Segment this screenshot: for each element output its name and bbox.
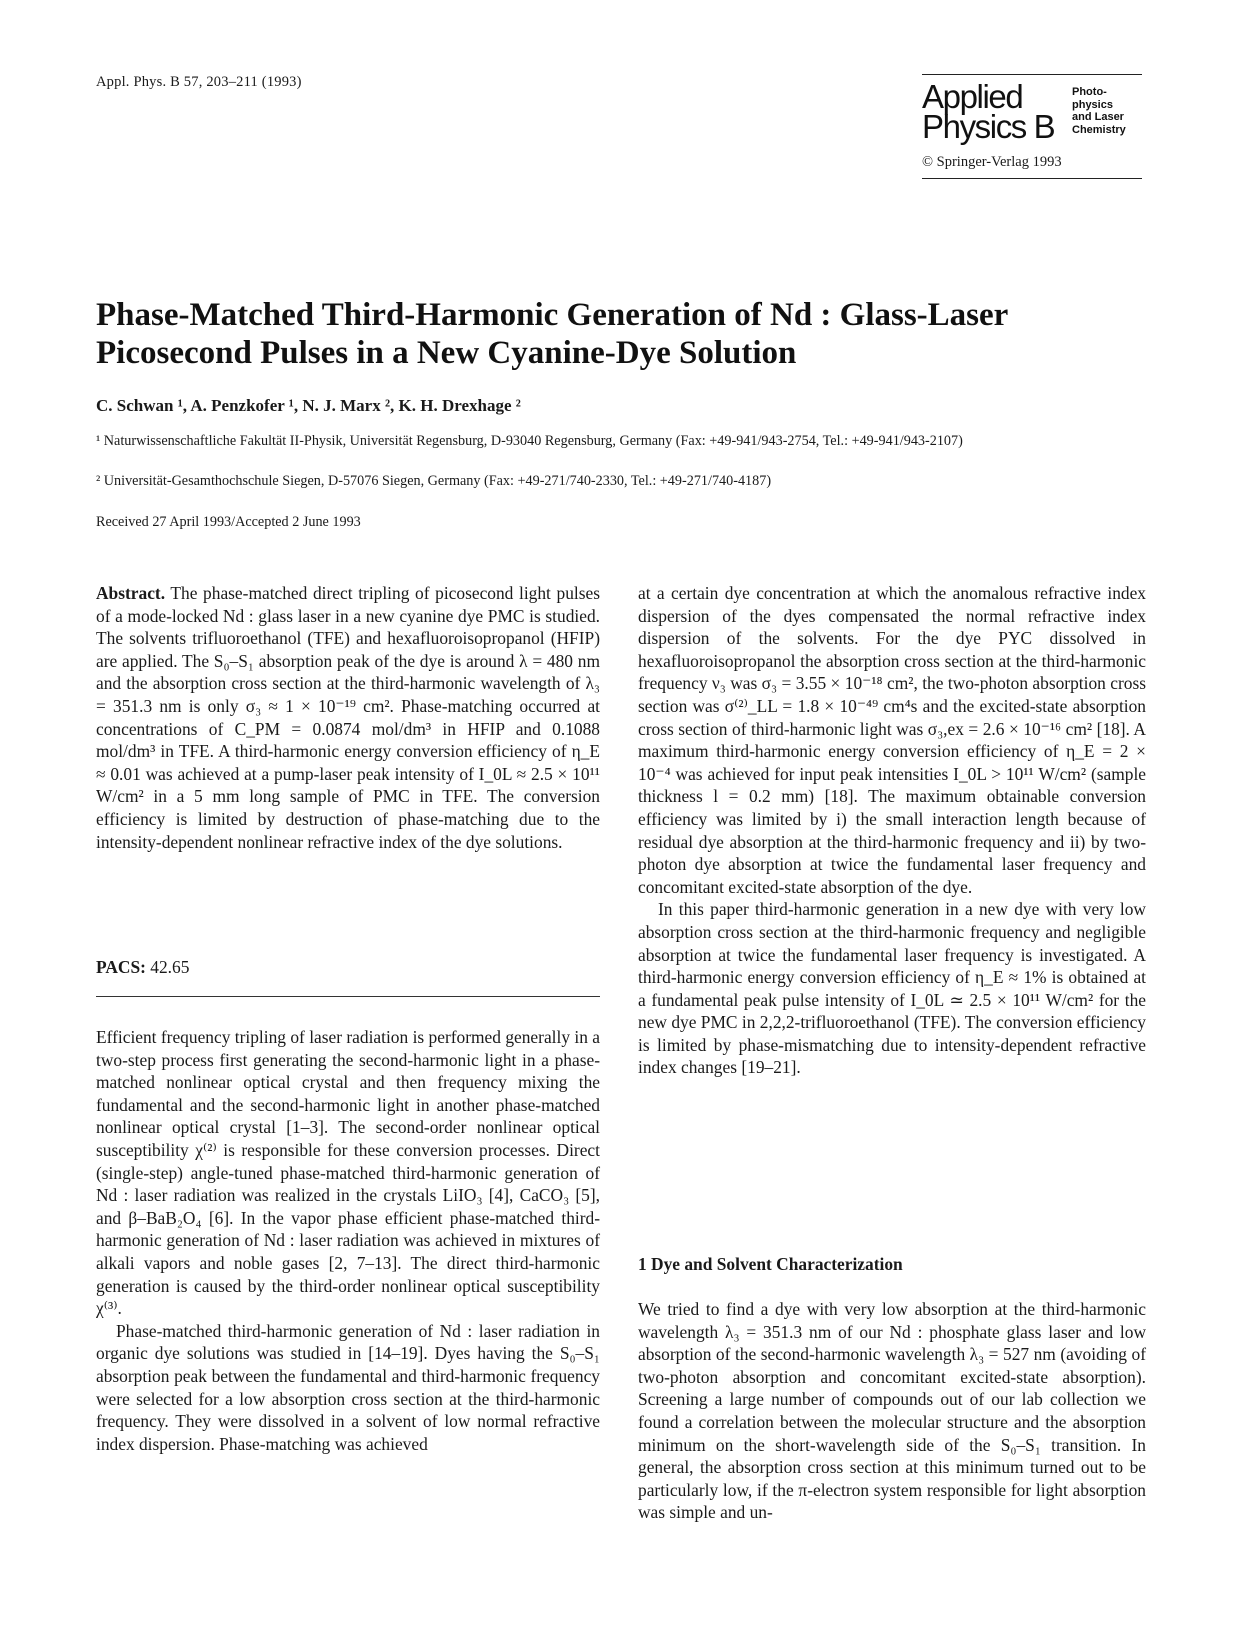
- title-line-1: Phase-Matched Third-Harmonic Generation of Nd : Glass-Laser: [96, 297, 1009, 333]
- abstract-divider: [96, 996, 600, 997]
- affiliation-1: ¹ Naturwissenschaftliche Fakultät II-Physik, Universität Regensburg, D-93040 Regensburg, Germany (Fax: +49-941/943-2754, Tel.: +49-941/943-2107): [96, 433, 963, 449]
- journal-sub-1: Photo-: [1072, 86, 1107, 98]
- title-line-2: Picosecond Pulses in a New Cyanine-Dye Solution: [96, 335, 797, 371]
- pacs-value: 42.65: [150, 957, 190, 977]
- section-1-body: [638, 1298, 1146, 1524]
- journal-sub-3: and Laser: [1072, 111, 1124, 123]
- journal-name-line2: Physics B: [922, 108, 1055, 145]
- authors: C. Schwan ¹, A. Penzkofer ¹, N. J. Marx ², K. H. Drexhage ²: [96, 396, 521, 415]
- journal-name: [922, 78, 1055, 145]
- copyright: © Springer-Verlag 1993: [922, 154, 1062, 170]
- journal-subtitle: [1072, 86, 1126, 136]
- right-paragraph-1: at a certain dye concentration at which the anomalous refractive index dispersion of the dyes compensated the normal refractive index dispersion of the solvents. For the dye PYC dissolved in hexafluoroisopropanol the absorption cross section at the third-harmonic frequency ν₃ was σ₃ = 3.55 × 10⁻¹⁸ cm², the two-photon absorption cross section was σ⁽²⁾_LL = 1.8 × 10⁻⁴⁹ cm⁴s and the excited-state absorption cross section of third-harmonic light was σ₃,ex = 2.6 × 10⁻¹⁶ cm² [18]. A maximum third-harmonic energy conversion efficiency of η_E = 2 × 10⁻⁴ was achieved for input peak intensities I_0L > 10¹¹ W/cm² (sample thickness l = 0.2 mm) [18]. The maximum obtainable conversion efficiency was limited by i) the small interaction length because of residual dye absorption at the third-harmonic frequency and ii) by two-photon dye absorption at twice the fundamental laser frequency and concomitant excited-state absorption of the dye.: [638, 583, 1146, 897]
- abstract: [96, 582, 600, 853]
- intro-body: [96, 1026, 600, 1455]
- logo-rule-top: [922, 74, 1142, 75]
- journal-sub-4: Chemistry: [1072, 123, 1126, 136]
- section-1-paragraph-1: We tried to find a dye with very low absorption at the third-harmonic wavelength λ₃ = 351.3 nm of our Nd : phosphate glass laser and low absorption of the second-harmonic wavelength λ₃ = 527 nm (avoiding of two-photon absorption and concomitant excited-state absorption). Screening a large number of compounds out of our lab collection we found a correlation between the molecular structure and the absorption minimum on the short-wavelength side of the S₀–S₁ transition. In general, the absorption cross section at this minimum turned out to be particularly low, if the π-electron system responsible for light absorption was simple and un-: [638, 1299, 1146, 1523]
- journal-name-line1: Applied: [922, 78, 1023, 115]
- right-body-top: [638, 582, 1146, 1079]
- intro-paragraph-2: Phase-matched third-harmonic generation of Nd : laser radiation in organic dye solutions was studied in [14–19]. Dyes having the S₀–S₁ absorption peak between the fundamental and third-harmonic frequency were selected for a low absorption cross section at the third-harmonic frequency. They were dissolved in a solvent of low normal refractive index dispersion. Phase-matching was achieved: [96, 1320, 600, 1454]
- section-heading-1: 1 Dye and Solvent Characterization: [638, 1254, 903, 1274]
- intro-paragraph-1: Efficient frequency tripling of laser radiation is performed generally in a two-step process first generating the second-harmonic light in a phase-matched nonlinear optical crystal and then frequency mixing the fundamental and the second-harmonic light in another phase-matched nonlinear optical crystal [1–3]. The second-order nonlinear optical susceptibility χ⁽²⁾ is responsible for these conversion processes. Direct (single-step) angle-tuned phase-matched third-harmonic generation of Nd : laser radiation was realized in the crystals LiIO₃ [4], CaCO₃ [5], and β–BaB₂O₄ [6]. In the vapor phase efficient phase-matched third-harmonic generation of Nd : laser radiation was achieved in mixtures of alkali vapors and noble gases [2, 7–13]. The direct third-harmonic generation is caused by the third-order nonlinear optical susceptibility χ⁽³⁾.: [96, 1027, 600, 1319]
- abstract-label: Abstract.: [96, 583, 166, 603]
- abstract-text: The phase-matched direct tripling of picosecond light pulses of a mode-locked Nd : glass laser in a new cyanine dye PMC is studied. The solvents trifluoroethanol (TFE) and hexafluoroisopropanol (HFIP) are applied. The S₀–S₁ absorption peak of the dye is around λ = 480 nm and the absorption cross section at the third-harmonic wavelength of λ₃ = 351.3 nm is only σ₃ ≈ 1 × 10⁻¹⁹ cm². Phase-matching occurred at concentrations of C_PM = 0.0874 mol/dm³ in HFIP and 0.1088 mol/dm³ in TFE. A third-harmonic energy conversion efficiency of η_E ≈ 0.01 was achieved at a pump-laser peak intensity of I_0L ≈ 2.5 × 10¹¹ W/cm² in a 5 mm long sample of PMC in TFE. The conversion efficiency is limited by destruction of phase-matching due to the intensity-dependent nonlinear refractive index of the dye solutions.: [96, 583, 600, 852]
- affiliation-2: ² Universität-Gesamthochschule Siegen, D-57076 Siegen, Germany (Fax: +49-271/740-2330, Tel.: +49-271/740-4187): [96, 473, 772, 489]
- pacs: [96, 956, 600, 979]
- logo-rule-bottom: [922, 178, 1142, 179]
- right-paragraph-2: In this paper third-harmonic generation in a new dye with very low absorption cross section at the third-harmonic frequency and negligible absorption at twice the fundamental laser frequency is investigated. A third-harmonic energy conversion efficiency of η_E ≈ 1% is obtained at a fundamental peak pulse intensity of I_0L ≃ 2.5 × 10¹¹ W/cm² for the new dye PMC in 2,2,2-trifluoroethanol (TFE). The conversion efficiency is limited by phase-mismatching due to intensity-dependent refractive index changes [19–21].: [638, 899, 1146, 1078]
- pacs-label: PACS:: [96, 957, 146, 977]
- journal-sub-2: physics: [1072, 98, 1113, 111]
- received-date: Received 27 April 1993/Accepted 2 June 1993: [96, 514, 361, 530]
- paper-title: [96, 296, 1156, 372]
- journal-citation: Appl. Phys. B 57, 203–211 (1993): [96, 74, 302, 90]
